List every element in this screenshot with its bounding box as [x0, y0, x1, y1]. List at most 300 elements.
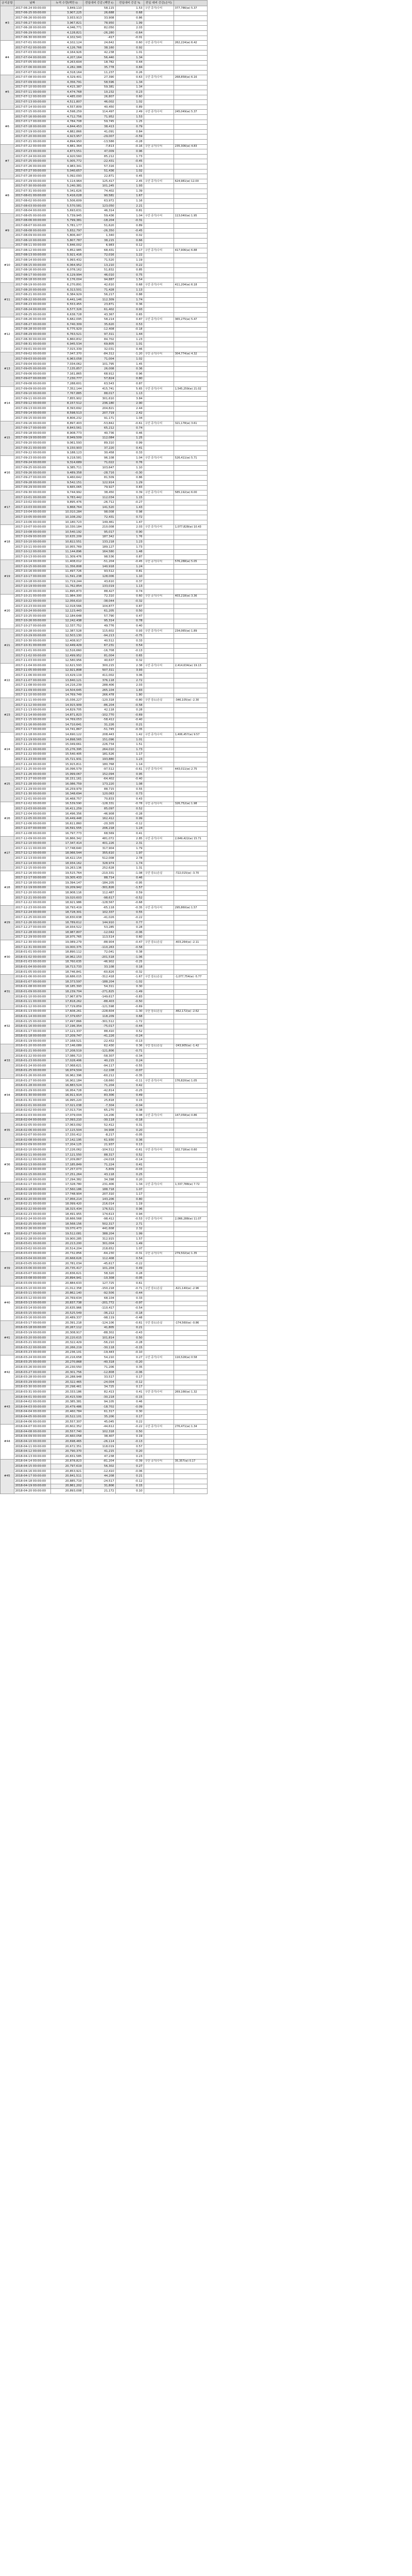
pnl-summary-cell[interactable]	[174, 154, 207, 159]
cumulative-cell[interactable]: 16,539,590	[50, 802, 83, 807]
pct-cell[interactable]: 0.78	[115, 619, 144, 624]
date-cell[interactable]: 2017-11-27 00:00:00	[14, 777, 50, 782]
pnl-summary-cell[interactable]	[174, 994, 207, 999]
date-cell[interactable]: 2018-03-09 00:00:00	[14, 1281, 50, 1286]
date-cell[interactable]: 2017-11-25 00:00:00	[14, 767, 50, 772]
pnl-label-cell[interactable]	[144, 821, 174, 826]
diff-cell[interactable]: -13,586	[83, 140, 115, 145]
pnl-label-cell[interactable]	[144, 1335, 174, 1341]
cumulative-cell[interactable]: 14,829,705	[50, 708, 83, 713]
pnl-summary-cell[interactable]	[174, 510, 207, 515]
pct-cell[interactable]: 1.22	[115, 253, 144, 258]
pnl-label-cell[interactable]	[144, 1331, 174, 1336]
pnl-label-cell[interactable]	[144, 668, 174, 673]
pct-cell[interactable]: 1.48	[115, 550, 144, 555]
cumulative-cell[interactable]: 3,933,913	[50, 16, 83, 21]
diff-cell[interactable]: -8,217	[83, 1133, 115, 1138]
pnl-summary-cell[interactable]: -174,560(w) -0.86	[174, 1320, 207, 1326]
date-cell[interactable]: 2017-12-16 00:00:00	[14, 871, 50, 876]
diff-cell[interactable]: 38,413	[83, 125, 115, 130]
cumulative-cell[interactable]: 19,900,285	[50, 1236, 83, 1242]
date-cell[interactable]: 2017-10-10 00:00:00	[14, 540, 50, 545]
cumulative-cell[interactable]: 4,415,387	[50, 85, 83, 90]
pnl-label-cell[interactable]	[144, 1162, 174, 1167]
cumulative-cell[interactable]: 18,568,156	[50, 1222, 83, 1227]
diff-cell[interactable]: 51,832	[83, 268, 115, 273]
date-cell[interactable]: 2017-08-29 00:00:00	[14, 332, 50, 337]
pnl-label-cell[interactable]	[144, 916, 174, 921]
pnl-summary-cell[interactable]	[174, 772, 207, 777]
date-cell[interactable]: 2018-01-11 00:00:00	[14, 999, 50, 1005]
pnl-label-cell[interactable]	[144, 609, 174, 614]
pnl-label-cell[interactable]: 구간 감소/손실	[144, 1009, 174, 1014]
date-cell[interactable]: 2018-02-04 00:00:00	[14, 1118, 50, 1123]
date-cell[interactable]: 2017-06-24 00:00:00	[14, 6, 50, 11]
pnl-label-cell[interactable]	[144, 955, 174, 960]
pnl-label-cell[interactable]	[144, 752, 174, 757]
date-cell[interactable]: 2017-07-17 00:00:00	[14, 120, 50, 125]
pct-cell[interactable]: 0.25	[115, 1173, 144, 1178]
pct-cell[interactable]: -0.68	[115, 901, 144, 906]
cumulative-cell[interactable]: 20,270,868	[50, 1360, 83, 1365]
pnl-summary-cell[interactable]	[174, 1128, 207, 1133]
diff-cell[interactable]: 189,127	[83, 545, 115, 550]
pnl-summary-cell[interactable]	[174, 752, 207, 757]
pnl-label-cell[interactable]	[144, 634, 174, 639]
date-cell[interactable]: 2018-01-27 00:00:00	[14, 1078, 50, 1083]
diff-cell[interactable]: 40,637	[83, 658, 115, 664]
pnl-summary-cell[interactable]	[174, 668, 207, 673]
pnl-summary-cell[interactable]	[174, 312, 207, 317]
cumulative-cell[interactable]: 16,096,579	[50, 767, 83, 772]
pct-cell[interactable]: 0.87	[115, 382, 144, 387]
date-cell[interactable]: 2018-01-15 00:00:00	[14, 1019, 50, 1024]
pnl-label-cell[interactable]	[144, 1370, 174, 1375]
pct-cell[interactable]: 2.42	[115, 411, 144, 416]
date-cell[interactable]: 2018-01-22 00:00:00	[14, 1054, 50, 1059]
pnl-summary-cell[interactable]	[174, 392, 207, 397]
cumulative-cell[interactable]: 12,503,130	[50, 634, 83, 639]
diff-cell[interactable]: 34,398	[83, 1177, 115, 1182]
cumulative-cell[interactable]: 5,846,002	[50, 243, 83, 248]
pnl-summary-cell[interactable]	[174, 298, 207, 303]
pnl-summary-cell[interactable]	[174, 1291, 207, 1296]
pnl-summary-cell[interactable]	[174, 1385, 207, 1390]
cumulative-cell[interactable]: 7,015,339	[50, 347, 83, 352]
cumulative-cell[interactable]: 4,263,604	[50, 60, 83, 65]
cumulative-cell[interactable]: 5,781,177	[50, 224, 83, 229]
diff-cell[interactable]: 127,725	[83, 1281, 115, 1286]
pnl-label-cell[interactable]	[144, 1024, 174, 1029]
pct-cell[interactable]: -1.30	[115, 1009, 144, 1014]
pnl-label-cell[interactable]	[144, 11, 174, 16]
diff-cell[interactable]: 143,206	[83, 1197, 115, 1202]
date-cell[interactable]: 2017-07-28 00:00:00	[14, 174, 50, 179]
pnl-summary-cell[interactable]	[174, 619, 207, 624]
pct-cell[interactable]: -1.08	[115, 871, 144, 876]
cumulative-cell[interactable]: 9,542,151	[50, 481, 83, 486]
cumulative-cell[interactable]: 9,783,442	[50, 495, 83, 500]
cumulative-cell[interactable]: 7,034,062	[50, 362, 83, 367]
pnl-label-cell[interactable]	[144, 1167, 174, 1173]
cumulative-cell[interactable]: 5,832,797	[50, 228, 83, 233]
pct-cell[interactable]: 1.10	[115, 574, 144, 580]
date-cell[interactable]: 2017-12-27 00:00:00	[14, 925, 50, 930]
cumulative-cell[interactable]: 15,999,067	[50, 772, 83, 777]
diff-cell[interactable]: -12,108	[83, 1069, 115, 1074]
date-cell[interactable]: 2017-12-25 00:00:00	[14, 916, 50, 921]
pnl-summary-cell[interactable]	[174, 1024, 207, 1029]
week-label-cell[interactable]: #24	[1, 733, 14, 767]
pct-cell[interactable]: -0.45	[115, 560, 144, 565]
date-cell[interactable]: 2017-12-09 00:00:00	[14, 836, 50, 841]
pct-cell[interactable]: -0.20	[115, 1360, 144, 1365]
pct-cell[interactable]: 0.99	[115, 441, 144, 446]
date-cell[interactable]: 2018-02-22 00:00:00	[14, 1207, 50, 1212]
pnl-summary-cell[interactable]	[174, 1192, 207, 1197]
date-cell[interactable]: 2017-10-21 00:00:00	[14, 594, 50, 599]
cumulative-cell[interactable]: 5,005,772	[50, 159, 83, 164]
diff-cell[interactable]: 59,381	[83, 85, 115, 90]
pnl-label-cell[interactable]	[144, 1039, 174, 1044]
pnl-summary-cell[interactable]	[174, 609, 207, 614]
pnl-label-cell[interactable]	[144, 891, 174, 896]
cumulative-cell[interactable]: 8,843,561	[50, 426, 83, 431]
diff-cell[interactable]: 35,620	[83, 323, 115, 328]
diff-cell[interactable]: 51,436	[83, 169, 115, 174]
date-cell[interactable]: 2018-01-10 00:00:00	[14, 994, 50, 999]
date-cell[interactable]: 2017-06-27 00:00:00	[14, 21, 50, 26]
week-label-cell[interactable]: #3	[1, 6, 14, 41]
pct-cell[interactable]: -0.06	[115, 1469, 144, 1474]
cumulative-cell[interactable]: 5,092,093	[50, 174, 83, 179]
diff-cell[interactable]: 35,206	[83, 1415, 115, 1420]
cumulative-cell[interactable]: 17,956,214	[50, 1197, 83, 1202]
pnl-summary-cell[interactable]	[174, 1222, 207, 1227]
pnl-summary-cell[interactable]	[174, 1118, 207, 1123]
cumulative-cell[interactable]: 4,920,560	[50, 154, 83, 159]
pnl-summary-cell[interactable]	[174, 1197, 207, 1202]
cumulative-cell[interactable]: 6,740,309	[50, 323, 83, 328]
cumulative-cell[interactable]: 5,240,381	[50, 184, 83, 189]
date-cell[interactable]: 2018-04-16 00:00:00	[14, 1469, 50, 1474]
pnl-summary-cell[interactable]	[174, 846, 207, 851]
pnl-summary-cell[interactable]: 1,545,259(w) 21.02	[174, 386, 207, 392]
date-cell[interactable]: 2017-11-12 00:00:00	[14, 703, 50, 708]
pnl-label-cell[interactable]	[144, 1380, 174, 1385]
pct-cell[interactable]: -0.18	[115, 1118, 144, 1123]
pnl-label-cell[interactable]	[144, 323, 174, 328]
diff-cell[interactable]: 68,569	[83, 832, 115, 837]
pnl-label-cell[interactable]: 구간 감소/손실	[144, 1320, 174, 1326]
diff-cell[interactable]: -12,808	[83, 1370, 115, 1375]
diff-cell[interactable]: 264,010	[83, 748, 115, 753]
cumulative-cell[interactable]: 5,341,626	[50, 189, 83, 194]
cumulative-cell[interactable]: 8,949,509	[50, 436, 83, 441]
pnl-summary-cell[interactable]	[174, 1242, 207, 1247]
pct-cell[interactable]: 0.96	[115, 371, 144, 377]
pct-cell[interactable]: 0.59	[115, 891, 144, 896]
cumulative-cell[interactable]: 5,040,657	[50, 169, 83, 174]
cumulative-cell[interactable]: 7,135,857	[50, 367, 83, 372]
pct-cell[interactable]: 0.08	[115, 1113, 144, 1118]
cumulative-cell[interactable]: 19,394,147	[50, 881, 83, 886]
cumulative-cell[interactable]: 17,209,747	[50, 1034, 83, 1039]
cumulative-cell[interactable]: 17,208,519	[50, 1049, 83, 1054]
cumulative-cell[interactable]: 20,301,756	[50, 1370, 83, 1375]
cumulative-cell[interactable]: 18,728,301	[50, 910, 83, 916]
date-cell[interactable]: 2017-11-29 00:00:00	[14, 787, 50, 792]
pnl-label-cell[interactable]	[144, 1419, 174, 1425]
cumulative-cell[interactable]: 16,962,396	[50, 1074, 83, 1079]
cumulative-cell[interactable]: 17,560,186	[50, 1187, 83, 1192]
pct-cell[interactable]: 0.33	[115, 1296, 144, 1301]
date-cell[interactable]: 2018-01-20 00:00:00	[14, 1044, 50, 1049]
diff-cell[interactable]: 112,487	[83, 891, 115, 896]
date-cell[interactable]: 2017-07-13 00:00:00	[14, 100, 50, 105]
diff-cell[interactable]: -88,403	[83, 999, 115, 1005]
diff-cell[interactable]: -301,826	[83, 886, 115, 891]
pnl-label-cell[interactable]	[144, 1266, 174, 1272]
pct-cell[interactable]: 0.20	[115, 1177, 144, 1182]
pnl-summary-cell[interactable]	[174, 653, 207, 658]
date-cell[interactable]: 2017-11-17 00:00:00	[14, 727, 50, 733]
cumulative-cell[interactable]: 12,621,593	[50, 663, 83, 668]
diff-cell[interactable]: 42,610	[83, 283, 115, 288]
pct-cell[interactable]: 0.87	[115, 317, 144, 323]
pnl-summary-cell[interactable]	[174, 643, 207, 649]
diff-cell[interactable]: 151,096	[83, 737, 115, 742]
date-cell[interactable]: 2017-11-28 00:00:00	[14, 782, 50, 787]
pct-cell[interactable]: 0.47	[115, 614, 144, 619]
cumulative-cell[interactable]: 11,144,896	[50, 550, 83, 555]
date-cell[interactable]: 2017-10-11 00:00:00	[14, 545, 50, 550]
cumulative-cell[interactable]: 17,021,038	[50, 1103, 83, 1108]
pnl-summary-cell[interactable]	[174, 589, 207, 595]
cumulative-cell[interactable]: 17,086,713	[50, 1054, 83, 1059]
pnl-label-cell[interactable]	[144, 619, 174, 624]
pct-cell[interactable]: 0.50	[115, 609, 144, 614]
pct-cell[interactable]: -0.69	[115, 713, 144, 718]
pnl-summary-cell[interactable]	[174, 11, 207, 16]
cumulative-cell[interactable]: 19,515,764	[50, 871, 83, 876]
date-cell[interactable]: 2017-08-28 00:00:00	[14, 327, 50, 332]
date-cell[interactable]: 2017-07-20 00:00:00	[14, 134, 50, 140]
diff-cell[interactable]: 174,613	[83, 1212, 115, 1217]
pct-cell[interactable]: -0.44	[115, 1291, 144, 1296]
pct-cell[interactable]: -0.52	[115, 895, 144, 901]
date-cell[interactable]: 2017-10-16 00:00:00	[14, 569, 50, 574]
cumulative-cell[interactable]: 20,479,486	[50, 1405, 83, 1410]
diff-cell[interactable]: 88,715	[83, 787, 115, 792]
pnl-label-cell[interactable]	[144, 342, 174, 347]
pnl-summary-cell[interactable]	[174, 1454, 207, 1459]
date-cell[interactable]: 2017-11-07 00:00:00	[14, 678, 50, 683]
date-cell[interactable]: 2017-08-20 00:00:00	[14, 287, 50, 293]
pct-cell[interactable]: 0.21	[115, 1326, 144, 1331]
cumulative-cell[interactable]: 20,885,719	[50, 1479, 83, 1484]
pct-cell[interactable]: 0.41	[115, 1162, 144, 1167]
pnl-summary-cell[interactable]	[174, 718, 207, 723]
diff-cell[interactable]: 252,628	[83, 866, 115, 871]
date-cell[interactable]: 2018-02-24 00:00:00	[14, 1217, 50, 1222]
cumulative-cell[interactable]: 20,836,621	[50, 1272, 83, 1277]
pct-cell[interactable]: 0.49	[115, 1266, 144, 1272]
pnl-label-cell[interactable]	[144, 979, 174, 985]
pnl-label-cell[interactable]	[144, 1138, 174, 1143]
pnl-label-cell[interactable]: 구간 증가/수익	[144, 1217, 174, 1222]
pnl-summary-cell[interactable]	[174, 742, 207, 748]
date-cell[interactable]: 2018-01-07 00:00:00	[14, 979, 50, 985]
date-cell[interactable]: 2018-03-19 00:00:00	[14, 1331, 50, 1336]
date-cell[interactable]: 2017-07-03 00:00:00	[14, 50, 50, 56]
pnl-label-cell[interactable]	[144, 757, 174, 762]
cumulative-cell[interactable]: 20,333,186	[50, 1390, 83, 1395]
pct-cell[interactable]: 0.88	[115, 293, 144, 298]
pnl-summary-cell[interactable]: 321,178(w) 3.61	[174, 421, 207, 426]
pct-cell[interactable]: 0.94	[115, 1212, 144, 1217]
cumulative-cell[interactable]: 8,806,232	[50, 416, 83, 421]
cumulative-cell[interactable]: 17,204,125	[50, 1143, 83, 1148]
pnl-summary-cell[interactable]	[174, 105, 207, 110]
pct-cell[interactable]: -0.43	[115, 1331, 144, 1336]
cumulative-cell[interactable]: 10,822,551	[50, 540, 83, 545]
pnl-summary-cell[interactable]: -346,105(w) -2.30	[174, 698, 207, 703]
pct-cell[interactable]: 0.80	[115, 377, 144, 382]
pnl-label-cell[interactable]	[144, 1158, 174, 1163]
week-label-cell[interactable]: #11	[1, 283, 14, 317]
diff-cell[interactable]: -110,263	[83, 945, 115, 950]
cumulative-cell[interactable]: 16,496,356	[50, 811, 83, 817]
cumulative-cell[interactable]: 6,963,058	[50, 357, 83, 362]
cumulative-cell[interactable]: 4,844,453	[50, 125, 83, 130]
pct-cell[interactable]: -0.95	[115, 881, 144, 886]
pnl-label-cell[interactable]	[144, 278, 174, 283]
cumulative-cell[interactable]: 5,807,787	[50, 238, 83, 243]
cumulative-cell[interactable]: 5,806,447	[50, 233, 83, 239]
pnl-label-cell[interactable]	[144, 312, 174, 317]
pnl-summary-cell[interactable]	[174, 416, 207, 421]
date-cell[interactable]: 2017-09-12 00:00:00	[14, 401, 50, 406]
pnl-summary-cell[interactable]	[174, 278, 207, 283]
date-cell[interactable]: 2017-08-18 00:00:00	[14, 278, 50, 283]
cumulative-cell[interactable]: 20,878,823	[50, 1459, 83, 1464]
pnl-label-cell[interactable]	[144, 164, 174, 170]
diff-cell[interactable]: 61,205	[83, 609, 115, 614]
pnl-label-cell[interactable]	[144, 777, 174, 782]
pnl-summary-cell[interactable]	[174, 21, 207, 26]
date-cell[interactable]: 2017-12-15 00:00:00	[14, 866, 50, 871]
pnl-summary-cell[interactable]	[174, 476, 207, 481]
diff-cell[interactable]: 38,215	[83, 238, 115, 243]
date-cell[interactable]: 2017-10-31 00:00:00	[14, 643, 50, 649]
pnl-summary-cell[interactable]: 2,649,422(w) 15.71	[174, 836, 207, 841]
pnl-summary-cell[interactable]	[174, 1103, 207, 1108]
pnl-label-cell[interactable]	[144, 678, 174, 683]
pnl-summary-cell[interactable]: 377,786(w) 5.37	[174, 6, 207, 11]
pct-cell[interactable]: 0.38	[115, 950, 144, 955]
diff-cell[interactable]: -46,908	[83, 811, 115, 817]
pnl-summary-cell[interactable]	[174, 550, 207, 555]
diff-cell[interactable]: -22,432	[83, 1039, 115, 1044]
diff-cell[interactable]: -29,007	[83, 134, 115, 140]
cumulative-cell[interactable]: 9,744,992	[50, 490, 83, 496]
pnl-summary-cell[interactable]	[174, 30, 207, 36]
date-cell[interactable]: 2018-04-18 00:00:00	[14, 1479, 50, 1484]
date-cell[interactable]: 2017-11-09 00:00:00	[14, 688, 50, 693]
diff-cell[interactable]: 40,512	[83, 639, 115, 644]
pnl-summary-cell[interactable]	[174, 36, 207, 41]
pnl-summary-cell[interactable]	[174, 115, 207, 120]
pnl-summary-cell[interactable]	[174, 1341, 207, 1346]
pnl-label-cell[interactable]: 구간 증가/수익	[144, 248, 174, 253]
diff-cell[interactable]: 70,833	[83, 797, 115, 802]
pct-cell[interactable]: -0.31	[115, 1251, 144, 1257]
week-label-cell[interactable]: #32	[1, 1009, 14, 1044]
pnl-label-cell[interactable]	[144, 1400, 174, 1405]
pct-cell[interactable]: 0.46	[115, 347, 144, 352]
pnl-summary-cell[interactable]	[174, 1434, 207, 1439]
pnl-label-cell[interactable]	[144, 302, 174, 308]
diff-cell[interactable]: -24,004	[83, 1380, 115, 1385]
pnl-label-cell[interactable]: 구간 증가/수익	[144, 733, 174, 738]
pct-cell[interactable]: 0.89	[115, 224, 144, 229]
diff-cell[interactable]: -12,042	[83, 930, 115, 936]
date-cell[interactable]: 2017-07-12 00:00:00	[14, 95, 50, 100]
cumulative-cell[interactable]: 5,416,028	[50, 194, 83, 199]
cumulative-cell[interactable]: 20,893,008	[50, 1489, 83, 1494]
diff-cell[interactable]: 18,782	[83, 60, 115, 65]
pct-cell[interactable]: 0.90	[115, 530, 144, 535]
pct-cell[interactable]: -0.30	[115, 470, 144, 476]
diff-cell[interactable]: 41,215	[83, 1449, 115, 1454]
date-cell[interactable]: 2017-07-18 00:00:00	[14, 125, 50, 130]
pct-cell[interactable]: 0.46	[115, 431, 144, 436]
date-cell[interactable]: 2017-07-05 00:00:00	[14, 60, 50, 65]
pct-cell[interactable]: -0.61	[115, 1320, 144, 1326]
pnl-label-cell[interactable]: 구간 증가/수익	[144, 317, 174, 323]
diff-cell[interactable]: -210,331	[83, 871, 115, 876]
cumulative-cell[interactable]: 18,422,154	[50, 856, 83, 861]
cumulative-cell[interactable]: 17,226,062	[50, 1148, 83, 1153]
date-cell[interactable]: 2017-10-04 00:00:00	[14, 510, 50, 515]
pct-cell[interactable]: 1.53	[115, 115, 144, 120]
pnl-summary-cell[interactable]	[174, 100, 207, 105]
date-cell[interactable]: 2017-08-03 00:00:00	[14, 204, 50, 209]
cumulative-cell[interactable]: 4,126,766	[50, 45, 83, 50]
cumulative-cell[interactable]: 18,760,635	[50, 960, 83, 965]
diff-cell[interactable]: 68,104	[83, 1296, 115, 1301]
pct-cell[interactable]: 1.17	[115, 752, 144, 757]
pnl-label-cell[interactable]: 구간 감소/손실	[144, 1044, 174, 1049]
diff-cell[interactable]: -84,312	[83, 352, 115, 357]
cumulative-cell[interactable]: 7,352,144	[50, 386, 83, 392]
pct-cell[interactable]: 0.30	[115, 985, 144, 990]
cumulative-cell[interactable]: 20,769,634	[50, 1296, 83, 1301]
pnl-summary-cell[interactable]	[174, 342, 207, 347]
pnl-summary-cell[interactable]	[174, 371, 207, 377]
cumulative-cell[interactable]: 16,797,773	[50, 832, 83, 837]
pnl-label-cell[interactable]	[144, 1464, 174, 1469]
pnl-summary-cell[interactable]: 576,288(w) 5.05	[174, 560, 207, 565]
pnl-label-cell[interactable]	[144, 332, 174, 337]
cumulative-cell[interactable]: 19,305,433	[50, 876, 83, 881]
pnl-summary-cell[interactable]	[174, 224, 207, 229]
pct-cell[interactable]: 0.60	[115, 594, 144, 599]
cumulative-cell[interactable]: 4,282,386	[50, 65, 83, 71]
cumulative-cell[interactable]: 14,871,823	[50, 713, 83, 718]
date-cell[interactable]: 2017-07-21 00:00:00	[14, 140, 50, 145]
